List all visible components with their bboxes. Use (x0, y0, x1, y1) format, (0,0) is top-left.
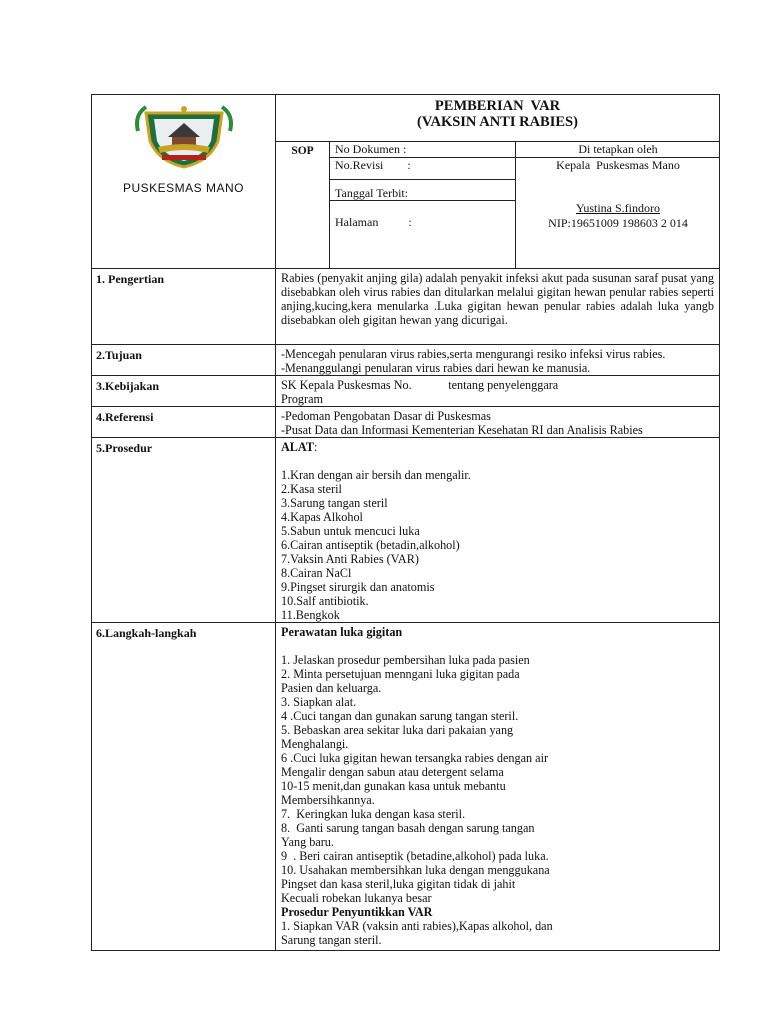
document-title (276, 95, 719, 130)
langkah-line: Yang baru. (281, 835, 334, 849)
label-pengertian: 1. Pengertian (92, 269, 276, 345)
alat-item: 10.Salf antibiotik. (281, 594, 369, 608)
sop-document (91, 94, 719, 951)
langkah-line: 9 . Beri cairan antiseptik (betadine,alkohol) pada luka. (281, 849, 549, 863)
text-kebijakan (276, 376, 720, 407)
label-langkah: 6.Langkah-langkah (92, 623, 276, 951)
label-kebijakan: 3.Kebijakan (92, 376, 276, 407)
langkah-line: 8. Ganti sarung tangan basah dengan sarung tangan (281, 821, 535, 835)
signatory-name: Yustina S.findoro (576, 201, 660, 215)
document-meta (330, 141, 516, 268)
alat-item: 6.Cairan antiseptik (betadin,alkohol) (281, 538, 460, 552)
row-referensi (92, 407, 720, 438)
penyuntikan-heading: Prosedur Penyuntikkan VAR (281, 905, 433, 919)
header-info-cell (276, 95, 720, 269)
langkah-line: 2. Minta persetujuan menngani luka gigitan pada (281, 667, 520, 681)
langkah-line: 5. Bebaskan area sekitar luka dari pakaian yang (281, 723, 514, 737)
langkah-line: 4 .Cuci tangan dan gunakan sarung tangan steril. (281, 709, 519, 723)
alat-heading-colon: : (313, 440, 318, 454)
row-prosedur (92, 438, 720, 623)
langkah-line: 10. Usahakan membersihkan luka dengan menggukana (281, 863, 550, 877)
label-prosedur: 5.Prosedur (92, 438, 276, 623)
penyuntikan-list (281, 919, 714, 947)
kebijakan-line-1: SK Kepala Puskesmas No. tentang penyelenggara (281, 378, 559, 392)
label-tujuan: 2.Tujuan (92, 345, 276, 376)
no-revisi: No.Revisi : (330, 157, 515, 180)
alat-item: 11.Bengkok (281, 608, 340, 622)
langkah-line: 1. Jelaskan prosedur pembersihan luka pada pasien (281, 653, 530, 667)
tujuan-item: -Mencegah penularan virus rabies,serta mengurangi resiko infeksi virus rabies. (281, 347, 666, 361)
penyuntikan-line: Sarung tangan steril. (281, 933, 382, 947)
title-line-2: (VAKSIN ANTI RABIES) (417, 114, 578, 130)
langkah-line: 7. Keringkan luka dengan kasa steril. (281, 807, 466, 821)
text-tujuan (276, 345, 720, 376)
langkah-line: Menghalangi. (281, 737, 349, 751)
title-line-1: PEMBERIAN VAR (434, 98, 561, 114)
no-dokumen: No Dokumen : (335, 142, 407, 156)
kebijakan-line-2: Program (281, 392, 323, 406)
alat-list (281, 468, 714, 622)
langkah-line: Mengalir dengan sabun atau detergent selama (281, 765, 504, 779)
puskesmas-emblem-icon (132, 101, 236, 171)
ditetapkan-oleh: Di tetapkan oleh (578, 142, 658, 156)
row-pengertian (92, 269, 720, 345)
langkah-line: Membersihkannya. (281, 793, 375, 807)
header-row (92, 95, 720, 269)
text-referensi (276, 407, 720, 438)
alat-item: 9.Pingset sirurgik dan anatomis (281, 580, 435, 594)
label-referensi: 4.Referensi (92, 407, 276, 438)
langkah-line: Pasien dan keluarga. (281, 681, 382, 695)
row-kebijakan (92, 376, 720, 407)
sop-table (91, 94, 720, 951)
alat-item: 1.Kran dengan air bersih dan mengalir. (281, 468, 471, 482)
kepala-puskesmas: Kepala Puskesmas Mano (516, 157, 720, 172)
langkah-line: 3. Siapkan alat. (281, 695, 357, 709)
text-langkah (276, 623, 720, 951)
sop-info-grid (276, 141, 719, 268)
alat-item: 3.Sarung tangan steril (281, 496, 388, 510)
alat-item: 2.Kasa steril (281, 482, 342, 496)
alat-heading-text: ALAT (281, 440, 314, 454)
perawatan-list (281, 653, 714, 905)
approval-block (516, 141, 720, 268)
text-pengertian: Rabies (penyakit anjing gila) adalah penyakit infeksi akut pada susunan saraf pusat yang disebabkan oleh virus rabies dan ditularkan melalui gigitan hewan penular rabies seperti anjing,kucing,kera menularka .Luka gigitan hewan penular rabies adalah luka yangb disebabkan oleh gigitan hewan yang dicurigai. (276, 269, 720, 345)
langkah-line: 10-15 menit,dan gunakan kasa untuk mebantu (281, 779, 506, 793)
halaman: Halaman : (335, 215, 412, 229)
langkah-line: 6 .Cuci luka gigitan hewan tersangka rabies dengan air (281, 751, 549, 765)
tanggal-terbit: Tanggal Terbit: (330, 180, 515, 201)
alat-item: 8.Cairan NaCl (281, 566, 352, 580)
alat-heading (281, 440, 714, 454)
logo-cell (92, 95, 276, 269)
alat-item: 4.Kapas Alkohol (281, 510, 363, 524)
signatory-nip: NIP:19651009 198603 2 014 (548, 216, 688, 230)
row-tujuan (92, 345, 720, 376)
referensi-item: -Pedoman Pengobatan Dasar di Puskesmas (281, 409, 491, 423)
puskesmas-name: PUSKESMAS MANO (122, 181, 245, 195)
penyuntikan-line: 1. Siapkan VAR (vaksin anti rabies),Kapas alkohol, dan (281, 919, 553, 933)
langkah-line: Pingset dan kasa steril,luka gigitan tidak di jahit (281, 877, 516, 891)
sop-label: SOP (276, 141, 330, 268)
alat-item: 7.Vaksin Anti Rabies (VAR) (281, 552, 419, 566)
perawatan-heading: Perawatan luka gigitan (281, 625, 403, 639)
row-langkah (92, 623, 720, 951)
alat-item: 5.Sabun untuk mencuci luka (281, 524, 420, 538)
referensi-item: -Pusat Data dan Informasi Kementerian Kesehatan RI dan Analisis Rabies (281, 423, 643, 437)
tujuan-item: -Menanggulangi penularan virus rabies dari hewan ke manusia. (281, 361, 591, 375)
text-prosedur (276, 438, 720, 623)
langkah-line: Kecuali robekan lukanya besar (281, 891, 432, 905)
